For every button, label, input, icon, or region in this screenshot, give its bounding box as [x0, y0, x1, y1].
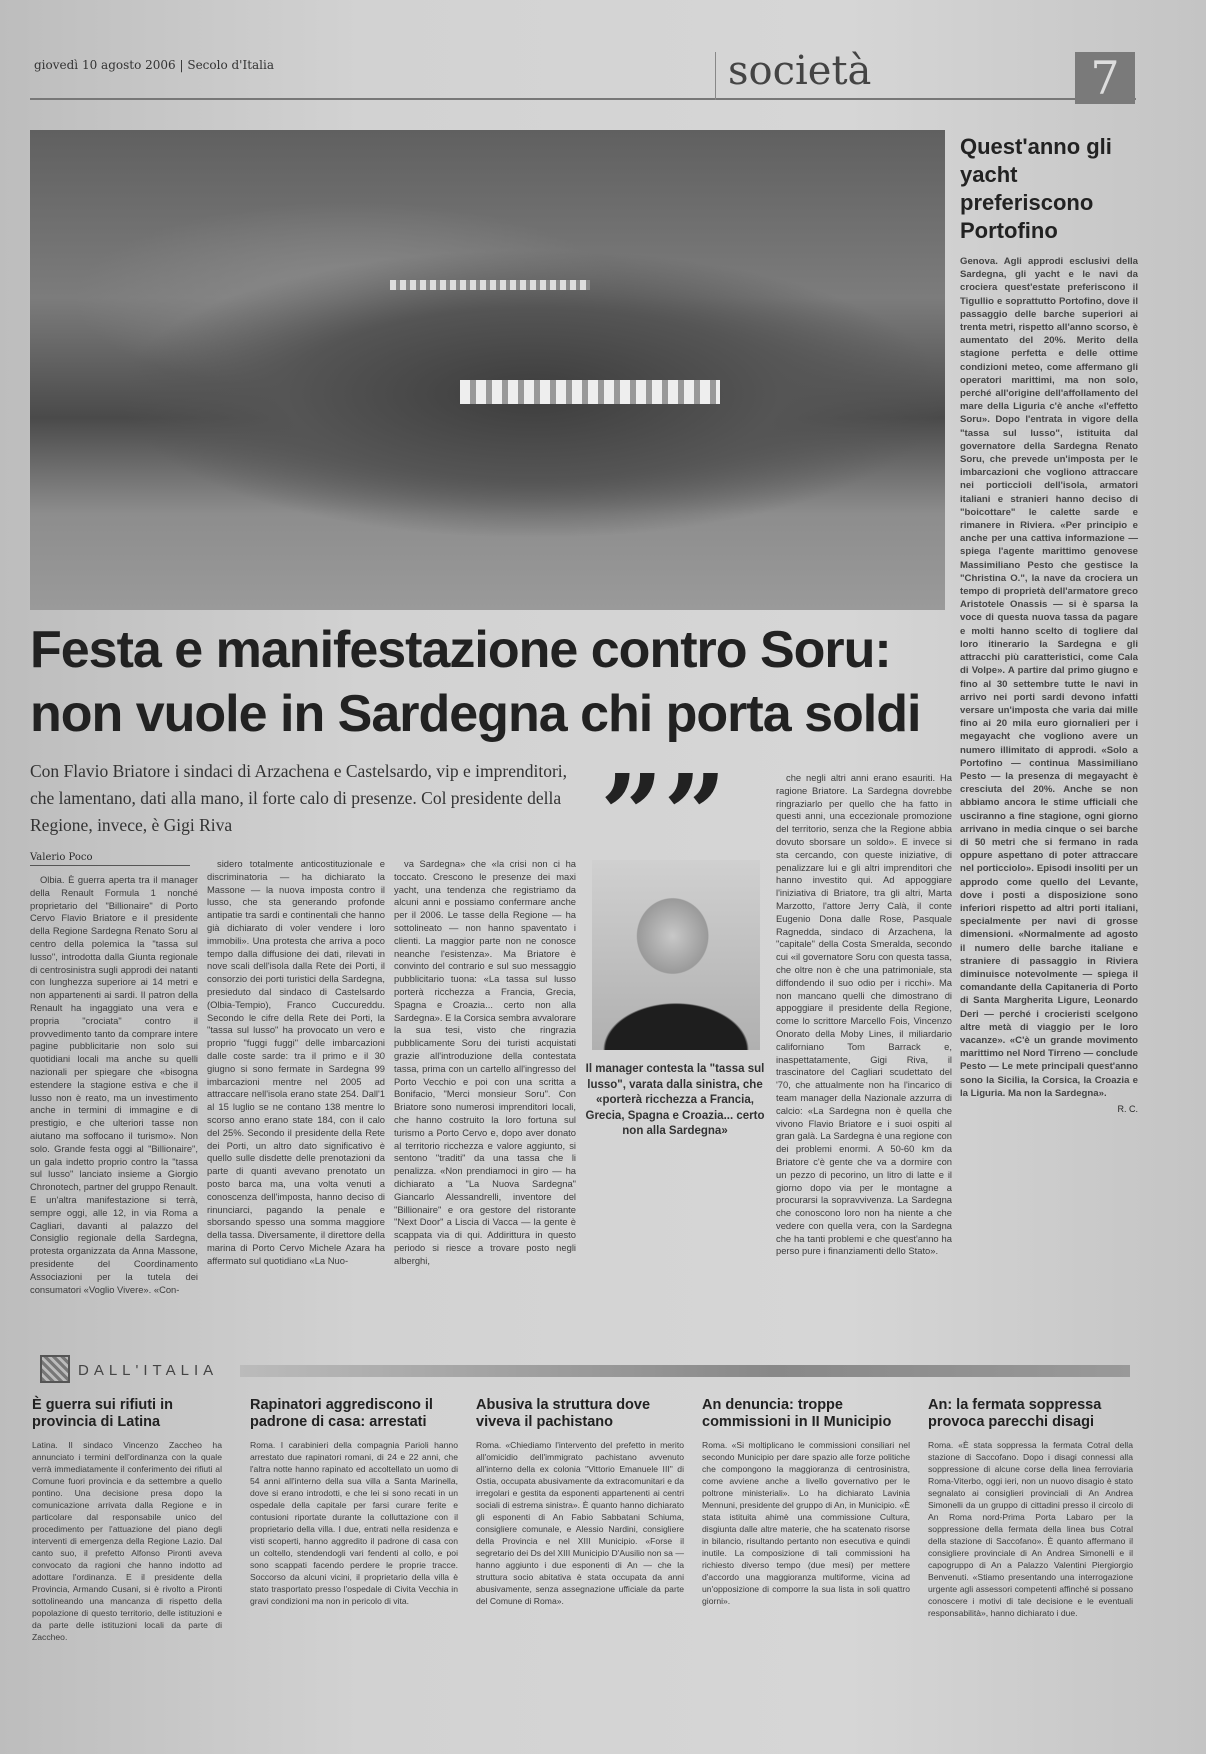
headline-line: non vuole in Sardegna chi porta soldi: [30, 685, 921, 743]
briatore-portrait-photo: [592, 860, 760, 1050]
sidebar-article-box: [960, 133, 1138, 1114]
newspaper-name: Secolo d'Italia: [187, 58, 275, 72]
moored-boats: [390, 280, 590, 290]
article-column-1: [30, 874, 198, 1296]
header-dateline: giovedì 10 agosto 2006 | Secolo d'Italia: [34, 58, 275, 72]
article-text: che negli altri anni erano esauriti. Ha ragione Briatore. La Sardegna dovrebbe ringraziarlo per quello che ha fatto in questi anni, una eccezionale promozione del territorio, senza che la Regione abbia dovuto sborsare un soldo». E invece si sta cercando, con queste iniziative, di penalizzare lui e gli altri imprenditori che hanno investito qui. Ad appoggiare l'iniziativa di Briatore, tra gli altri, Marta Marzotto, l'attore Jerry Calà, il conte Eugenio Dona dalle Rose, Pasquale Ragnedda, sindaco di Arzachena, la "capitale" della Costa Smeralda, secondo cui «il governatore Soru con questa tassa, che oltre non è che una patrimoniale, sta diffondendo il suo odio per i ricchi». Ma non mancano quelli che dimostrano di appoggiare il presidente della Regione, come lo scrittore Marcello Fois, Vincenzo Onorato della Moby Lines, il miliardario californiano Tom Barrack e, inaspettatamente, Gigi Riva, il trascinatore del Cagliari scudettato del '70, che attualmente non ha l'incarico di team manager della Nazionale azzurra di calcio: «La Sardegna non è quella che vivono Flavio Briatore e i suoi ospiti al gran galà. La Sardegna è una regione con dei problemi enormi. A 50-60 km da Briatore c'è gente che va a dormire con un pezzo di pecorino, un litro di latte e il giorno dopo via per le montagne a procurarsi la sopravvivenza. La Sardegna che conoscono loro non ha niente a che vedere con quella vera, con la Sardegna che ha tanti problemi e che quest'anno ha perso pure i finanziamenti dello Stato».: [776, 772, 952, 1257]
main-headline: [30, 618, 945, 746]
section-label: DALL'ITALIA: [78, 1362, 219, 1379]
brief-article: [928, 1397, 1133, 1619]
article-column-3: [394, 858, 576, 1268]
brief-body: Roma. «Si moltiplicano le commissioni consiliari nel secondo Municipio per dare spazio alle forze politiche che compongono la maggioranza di centrosinistra, come avviene anche a livello governativo per le poltrone ministeriali». Lo ha dichiarato Lavinia Mennuni, presidente del gruppo di An, in Municipio. «È stata istituita ahimè una commissione Cultura, disgiunta dalle altre materie, che ha scatenato risorse in bilancio, risultando pertanto non esecutiva e quindi inutile. La composizione di tali commissioni ha richiesto diverso tempo (due mesi) per mettere d'accordo una maggioranza multiforme, vicina ad un'opposizione di comporre la sua lista in soli quattro giorni».: [702, 1440, 910, 1606]
quote-mark-icon: ””: [600, 770, 727, 858]
subheadline: Con Flavio Briatore i sindaci di Arzachena e Castelsardo, vip e imprenditori, che lamentano, dati alla mano, il forte calo di presenze. Col presidente della Regione, invece, è Gigi Riva: [30, 761, 568, 835]
section-title: società: [728, 48, 872, 94]
article-text: sidero totalmente anticostituzionale e discriminatoria — ha dichiarato la Massone — la nuova imposta contro il lusso, che sta generando profonde antipatie tra sardi e continentali che hanno già dichiarato di voler vendere i loro immobili». Una protesta che arriva a poco tempo dalla diffusione dei dati, rilevati in nove scali dell'isola dalla Rete dei Porti, il consorzio dei porti turistici della Sardegna, presieduto dal sindaco di Castelsardo (Olbia-Tempio), Franco Cuccureddu. Secondo le cifre della Rete dei Porti, la "tassa sul lusso" ha provocato un vero e proprio "fuggi fuggi" delle imbarcazioni dalle coste sarde: tra il primo e il 30 giugno si sono fermate in Sardegna 99 imbarcazioni mentre nel 2005 ad attraccare nell'isola erano state 254. Dall'1 al 15 luglio se ne contano 138 mentre lo scorso anno erano state 184, con il calo del 25%. Secondo il presidente della Rete dei Porti, un altro dato significativo è quello sulle disdette delle prenotazioni da parte di quanti avevano prenotato un posto barca ma, una volta venuti a conoscenza dell'imposta, hanno deciso di rinunciarci, pagando la penale e sborsando spesso una somma maggiore della tassa. Diversamente, il direttore della marina di Porto Cervo Michele Azara ha affermato sul quotidiano «La Nuo-: [207, 858, 385, 1266]
brief-title: Abusiva la struttura dove viveva il pachistano: [476, 1397, 651, 1430]
brief-title: An denuncia: troppe commissioni in II Municipio: [702, 1397, 892, 1430]
dall-italia-banner: [40, 1355, 1130, 1385]
brief-body: Roma. «È stata soppressa la fermata Cotral della stazione di Saccofano. Dopo i disagi connessi alla soppressione di alcune corse della linea ferroviaria Roma-Viterbo, oggi ieri, non un nuovo disagio è stato segnalato ai consiglieri provinciali di An Andrea Simonelli da un gruppo di cittadini presso il circolo di An Roma nord-Prima Porta Labaro per la soppressione della fermata della linea bus Cotral della stazione di Saccofano». È quanto affermano il consigliere provinciale di An Andrea Simonelli e il capogruppo di An a Palazzo Valentini Piergiorgio Benvenuti. «Stiamo presentando una interrogazione urgente agli assessori competenti affinché si possano conoscere i motivi di tale decisione e le eventuali responsabilità», hanno dichiarato i due.: [928, 1440, 1133, 1618]
brief-title: An: la fermata soppressa provoca parecchi disagi: [928, 1397, 1102, 1430]
article-column-2: [207, 858, 385, 1268]
byline: Valerio Poco: [30, 852, 190, 866]
brief-article: [32, 1397, 222, 1643]
banner-bar: [240, 1365, 1130, 1377]
moored-boats: [460, 380, 720, 404]
brief-article: [702, 1397, 910, 1607]
brief-body: Roma. I carabinieri della compagnia Parioli hanno arrestato due rapinatori romani, di 24 e 22 anni, che l'altra notte hanno rapinato ed accoltellato un uomo di 54 anni all'interno della sua villa a Santa Marinella, dove si erano introdotti, e che lei si sono recati in un ospedale della capitale per farsi curare ferite e contusioni riportate durante la colluttazione con il proprietario della villa. I due, entrati nella residenza e visti scoperti, hanno aggredito il padrone di casa con un coltello, stendendogli vari fendenti al collo, e poi sono scappati facendo perdere le proprie tracce. Soccorso da alcuni vicini, il proprietario della villa è stato trasportato presso l'ospedale di Civita Vecchia in gravi condizioni ma non in pericolo di vita.: [250, 1440, 458, 1606]
photo-caption: Il manager contesta la "tassa sul lusso", varata dalla sinistra, che «porterà ricchezza a Francia, Grecia, Spagna e Croazia... certo non alla Sardegna»: [585, 1063, 765, 1137]
article-text: va Sardegna» che «la crisi non ci ha toccato. Crescono le presenze dei maxi yacht, una tendenza che registriamo da alcuni anni e possiamo confermare anche per il 2006. Le tasse della Regione — ha sottolineato — non hanno spaventato i clienti. La maggior parte non ne conosce neanche l'esistenza». Ma Briatore è convinto del contrario e sul suo messaggio pubblicitario tuona: «La tassa sul lusso porterà ricchezza a Francia, Grecia, Spagna e Croazia... certo non alla Sardegna». E la Corsica sembra avvalorare la sua tesi, visto che ringrazia pubblicamente Soru dei turisti acquistati grazie all'introduzione della contestata tassa, prima con un cartello all'ingresso del Porto Vecchio e poi con una scritta a Bonifacio, "Merci monsieur Soru". Con Briatore sono numerosi imprenditori locali, che hanno costruito la loro fortuna sul turismo a Porto Cervo e, dopo aver donato al territorio ricchezza e valore aggiunto, si sentono "traditi" da una tassa che li penalizza. «Non prendiamoci in giro — ha dichiarato a "La Nuova Sardegna" Giancarlo Alessandrelli, inventore del "Billionaire" e ora gestore del ristorante "Next Door" a Liscia di Vacca — la gente è scappata via di qui. Addirittura in questo periodo si riesce a trovare posto negli alberghi,: [394, 858, 576, 1266]
header-rule: [30, 98, 1136, 100]
headline-line: Festa e manifestazione contro Soru:: [30, 621, 891, 679]
brief-title: È guerra sui rifiuti in provincia di Latina: [32, 1397, 173, 1430]
brief-body: Roma. «Chiediamo l'intervento del prefetto in merito all'omicidio dell'immigrato pachistano avvenuto all'interno della ex colonia "Vittorio Emanuele III" di Ostia, occupata abusivamente da extracomunitari e da irregolari e gestita da esponenti appartenenti ai centri sociali di estrema sinistra». È quanto hanno dichiarato gli esponenti di An Fabio Sabbatani Schiuma, consigliere comunale, e Alessio Nardini, consigliere della Provincia e nel XIII Municipio. «Forse il segretario dei Ds del XIII Municipio D'Ausilio non sa — hanno aggiunto i due esponenti di An — che la struttura socio abitativa è stata occupata da anni abusivamente, senza assegnazione ufficiale da parte del Comune di Roma».: [476, 1440, 684, 1606]
aerial-harbor-photo: [30, 130, 945, 610]
issue-date: giovedì 10 agosto 2006: [34, 58, 176, 72]
brief-body: Latina. Il sindaco Vincenzo Zaccheo ha annunciato i termini dell'ordinanza con la quale verrà immediatamente il conferimento dei rifiuti al Comune fuori provincia e da settembre a quello pontino. Una decisione presa dopo la comunicazione arrivata dalla Regione e in particolare dal responsabile unico del procedimento per l'attuazione del piano degli interventi di emergenza della Regione Lazio. Dal canto suo, il prefetto Alfonso Pironti aveva convocato da ragioni che hanno indotto ad adottare l'ordinanza. E il presidente della Provincia, Armando Cusani, si è rivolto a Pironti sottolineando una mancanza di rispetto della popolazione di questo territorio, delle istituzioni e da parte delle istituzioni locali da parte di Zaccheo.: [32, 1440, 222, 1642]
sidebar-article: [960, 255, 1138, 1100]
article-text: Genova. Agli approdi esclusivi della Sardegna, gli yacht e le navi da crociera quest'estate preferiscono il Tigullio e soprattutto Portofino, dove il passaggio delle barche superiori ai trenta metri, rispetto all'anno scorso, è aumentato del 20%. Merito della stagione perfetta e delle ottime condizioni meteo, come affermano gli operatori marittimi, ma non solo, perché all'origine dell'affollamento del mare della Liguria c'è anche «l'effetto Soru». Dopo l'entrata in vigore della "tassa sul lusso", istituita dal governatore della Sardegna Renato Soru, che prevede un'imposta per le imbarcazioni che vogliono attraccare nei porticcioli dell'isola, armatori italiani e stranieri hanno deciso di "boicottare" le calette sarde e rimanere in Riviera. «Per principio e anche per una cattiva informazione — spiega l'agente marittimo genovese Massimiliano Pesto che gestisce la "Christina O.", la nave da crociera un tempo di proprietà dell'armatore greco Aristotele Onassis — si è sparsa la voce di questa nuova tassa da pagare e molti hanno scelto di togliere dal loro itinerario la Sardegna e gli attracchi più caratteristici, come Cala di Volpe». A partire dal primo giugno e fino al 30 settembre tutte le navi in arrivo nei porti sardi devono infatti versare un'imposta che varia dai mille fino ai 20 mila euro giornalieri per i megayacht che vogliono avere un numero illimitato di approdi. «Solo a Portofino — continua Massimiliano Pesto — la presenza di megayacht è cresciuta del 20%. Anche se non abbiamo ancora le stime ufficiali che usciranno a fine stagione, ogni giorno arrivano in media cinque o sei barche di 50 metri che si fermano in rada oppure aspettano di poter attraccare nel porticciolo». Episodi insoliti per un approdo come quello del Levante, dove i posti a disposizione sono inferiori rispetto ad altri porti italiani, specialmente per navi di grosse dimensioni. «Normalmente ad agosto il numero delle barche italiane e straniere di passaggio in Riviera diminuisce notevolmente — spiega il comandante della Capitaneria di Porto di Santa Margherita Ligure, Leonardo Deri — perché i crocieristi scelgono altre metà di viaggio per le loro vacanze». «C'è un grande movimento marittimo nel Nord Tirreno — conclude Pesto — Le mete principali quest'anno sono la Sicilia, la Corsica, la Croazia e la Liguria. Ma non la Sardegna».: [960, 256, 1138, 1099]
brief-title: Rapinatori aggrediscono il padrone di casa: arrestati: [250, 1397, 433, 1430]
page-number: 7: [1075, 52, 1135, 104]
article-column-4: [776, 772, 952, 1258]
article-text: Olbia. È guerra aperta tra il manager della Renault Formula 1 nonché proprietario del "Billionaire" di Porto Cervo Flavio Briatore e il presidente della Regione Sardegna Renato Soru al centro della polemica la "tassa sul lusso", introdotta dalla Giunta regionale di centrosinistra sugli approdi dei natanti con lunghezza superiore ai 14 metri e non appartenenti ai sardi. Il patron della Renault ha ingaggiato una vera e propria "crociata" contro il provvedimento tanto da comprare intere pagine pubblicitarie non solo sui quotidiani locali ma anche su quelli nazionali per spiegare che «bisogna estendere la stagione estiva e che il lusso non è reato, ma un investimento anche in termini di immagine e di prestigio, e che ulteriori tasse non aiutano ma soffocano il turismo». Non solo. Grande festa oggi al "Billionaire", un gala indetto proprio contro la "tassa sul lusso" lanciato insieme a Giorgio Chronotech, partner del gruppo Renault. E un'altra manifestazione si terrà, sempre oggi, alle 12, in via Roma a Cagliari, davanti al palazzo del Consiglio regionale della Sardegna, protesta organizzata da Anna Massone, presidente del Coordinamento Associazioni per la tutela dei consumatori «Voglio Vivere». «Con-: [30, 874, 198, 1295]
italy-map-icon: [40, 1355, 70, 1383]
sidebar-headline: Quest'anno gli yacht preferiscono Portofino: [960, 134, 1112, 243]
brief-article: [250, 1397, 458, 1607]
author-initials: R. C.: [1117, 1104, 1138, 1114]
header-separator: [715, 52, 716, 100]
brief-article: [476, 1397, 684, 1607]
